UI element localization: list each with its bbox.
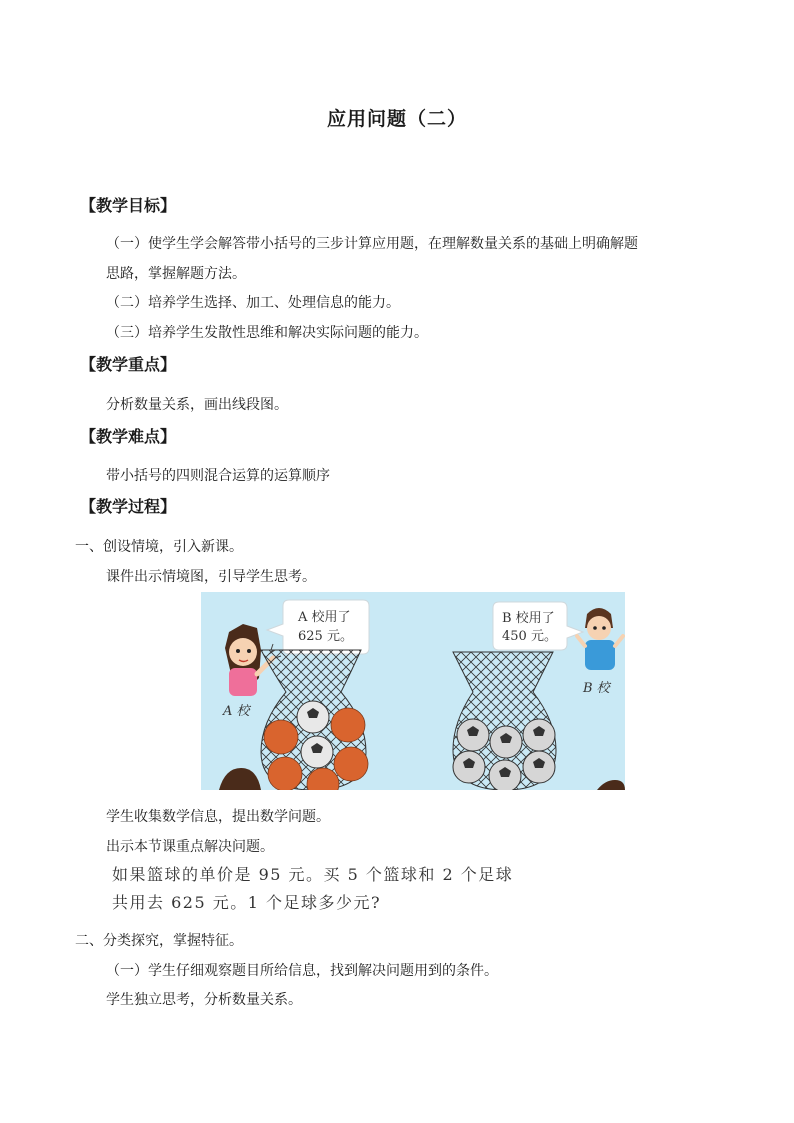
problem-line-1: 如果篮球的单价是 95 元。买 5 个篮球和 2 个足球	[112, 865, 514, 884]
process-heading: 【教学过程】	[80, 497, 177, 516]
label-b: B 校	[583, 681, 610, 696]
goal-item-3: （三）培养学生发散性思维和解决实际问题的能力。	[106, 325, 428, 341]
scenario-illustration	[201, 592, 625, 790]
step-2-heading: 二、分类探究，掌握特征。	[75, 933, 243, 949]
scenario-graphic	[201, 592, 625, 790]
after-image-text-2: 出示本节课重点解决问题。	[106, 839, 274, 855]
step-2-text: 学生独立思考，分析数量关系。	[106, 992, 302, 1008]
page-title: 应用问题（二）	[326, 108, 467, 130]
difficulty-heading: 【教学难点】	[80, 427, 177, 446]
bubble-b-line-1: B 校用了	[502, 611, 555, 626]
step-1-heading: 一、创设情境，引入新课。	[75, 539, 243, 555]
after-image-text-1: 学生收集数学信息，提出数学问题。	[106, 809, 330, 825]
goal-item-1-line-2: 思路，掌握解题方法。	[106, 266, 246, 282]
focus-heading: 【教学重点】	[80, 355, 177, 374]
bubble-a-line-2: 625 元。	[298, 629, 353, 644]
goals-heading: 【教学目标】	[80, 196, 177, 215]
bubble-a-line-1: A 校用了	[298, 610, 351, 625]
bubble-b-line-2: 450 元。	[502, 629, 557, 644]
goal-item-2: （二）培养学生选择、加工、处理信息的能力。	[106, 295, 400, 311]
focus-text: 分析数量关系，画出线段图。	[106, 397, 288, 413]
label-a: A 校	[223, 704, 250, 719]
step-1-text: 课件出示情境图，引导学生思考。	[106, 569, 316, 585]
problem-line-2: 共用去 625 元。1 个足球多少元?	[112, 893, 382, 912]
difficulty-text: 带小括号的四则混合运算的运算顺序	[106, 468, 330, 484]
goal-item-1-line-1: （一）使学生学会解答带小括号的三步计算应用题，在理解数量关系的基础上明确解题	[106, 236, 638, 252]
step-2-item-1: （一）学生仔细观察题目所给信息，找到解决问题用到的条件。	[106, 963, 498, 979]
